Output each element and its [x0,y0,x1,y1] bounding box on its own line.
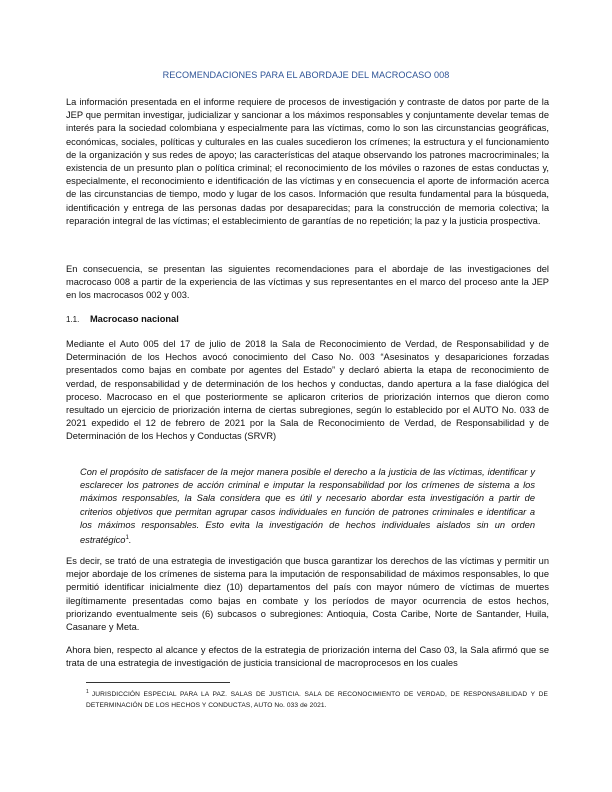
paragraph-strategy: Es decir, se trató de una estrategia de investigación que busca garantizar los derechos de las víctimas y permitir un mejor abordaje de los crímenes de sistema para la imputación de responsabilidad de máximos responsables, lo que permitió identificar inicialmente diez (10) departamentos del país con mayor número de víctimas de muertes ilegítimamente presentadas como bajas en combate y los períodos de mayor ocurrencia de estos hechos, priorizando eventualmente seis (6) subcasos o subregiones: Antioquia, Costa Caribe, Norte de Santander, Huila, Casanare y Meta. [66,556,549,633]
footnote [86,687,548,711]
footnote-separator [86,682,230,683]
section-heading [66,314,179,324]
paragraph-intro: La información presentada en el informe requiere de procesos de investigación y contraste de datos por parte de la JEP que permitan investigar, judicializar y sancionar a los máximos responsables y conjuntamente develar temas de interés para la sociedad colombiana y especialmente para las víctimas, como lo son las circunstancias geográficas, económicas, sociales, políticas y culturales en las cuales sucedieron los crímenes; la estructura y el funcionamiento de la organización y sus redes de apoyo; las características del ataque observando los patrones macrocriminales; la existencia de un presunto plan o política criminal; el reconocimiento de los móviles o razones de estas conductas y, especialmente, el reconocimiento e identificación de las víctimas y en consecuencia el aporte de información acerca de las circunstancias de tiempo, modo y lugar de los casos. Información que resulta fundamental para la búsqueda, identificación y entrega de las personas dadas por desaparecidas; para la construcción de memoria colectiva; la reparación integral de las víctimas; el establecimiento de garantías de no repetición; la paz y la justicia prospectiva. [66,97,549,226]
document-title: RECOMENDACIONES PARA EL ABORDAJE DEL MACROCASO 008 [162,70,450,80]
footnote-ref[interactable]: 1 [125,535,129,542]
section-title: Macrocaso nacional [89,314,179,324]
paragraph-consequence: En consecuencia, se presentan las siguientes recomendaciones para el abordaje de las investigaciones del macrocaso 008 a partir de la experiencia de las víctimas y sus representantes en el marco del proceso ante la JEP en los macrocasos 002 y 003. [66,264,549,301]
paragraph-scope: Ahora bien, respecto al alcance y efectos de la estrategia de priorización interna del Caso 03, la Sala afirmó que se trata de una estrategia de investigación de justicia transicional de macroprocesos en los cuales [66,645,549,669]
quote-text: Con el propósito de satisfacer de la mejor manera posible el derecho a la justicia de las víctimas, identificar y esclarecer los patrones de acción criminal e imputar la responsabilidad por los crímenes de sistema a los máximos responsables, la Sala considera que es útil y necesario abordar esta investigación a partir de criterios objetivos que permitan agrupar casos individuales en función de patrones criminales e identificar a los máximos responsables. Esto evita la investigación de hechos individuales aislados sin un orden estratégico [80,467,535,546]
footnote-text: JURISDICCIÓN ESPECIAL PARA LA PAZ. SALAS DE JUSTICIA. SALA DE RECONOCIMIENTO DE VERDAD, DE RESPONSABILIDAD Y DE DETERMINACIÓN DE LOS HECHOS Y CONDUCTAS, AUTO No. 033 de 2021. [86,691,548,709]
paragraph-auto-005: Mediante el Auto 005 del 17 de julio de 2018 la Sala de Reconocimiento de Verdad, de Responsabilidad y de Determinación de los Hechos avocó conocimiento del Caso No. 003 “Asesinatos y desapariciones forzadas presentados como bajas en combate por agentes del Estado” y declaró abierta la etapa de reconocimiento de verdad, de responsabilidad y de determinación de los hechos y conductas, dando apertura a la fase dialógica del proceso. Macrocaso en el que posteriormente se aplicaron criterios de priorización internos que dieron como resultado un ejercicio de priorización interna de ciertas subregiones, según lo establecido por el AUTO No. 033 de 2021 expedido el 12 de febrero de 2021 por la Sala de Reconocimiento de Verdad, de Responsabilidad y de Determinación de los Hechos y Conductas (SRVR) [66,339,549,442]
footnote-number: 1 [86,689,89,695]
block-quote: Con el propósito de satisfacer de la mejor manera posible el derecho a la justicia de las víctimas, identificar y esclarecer los patrones de acción criminal e imputar la responsabilidad por los crímenes de sistema a los máximos responsables, la Sala considera que es útil y necesario abordar esta investigación a partir de criterios objetivos que permitan agrupar casos individuales en función de patrones criminales e identificar a los máximos responsables. Esto evita la investigación de hechos individuales aislados sin un orden estratégico$^1$. [80,467,535,546]
section-number: 1.1. [66,315,80,324]
